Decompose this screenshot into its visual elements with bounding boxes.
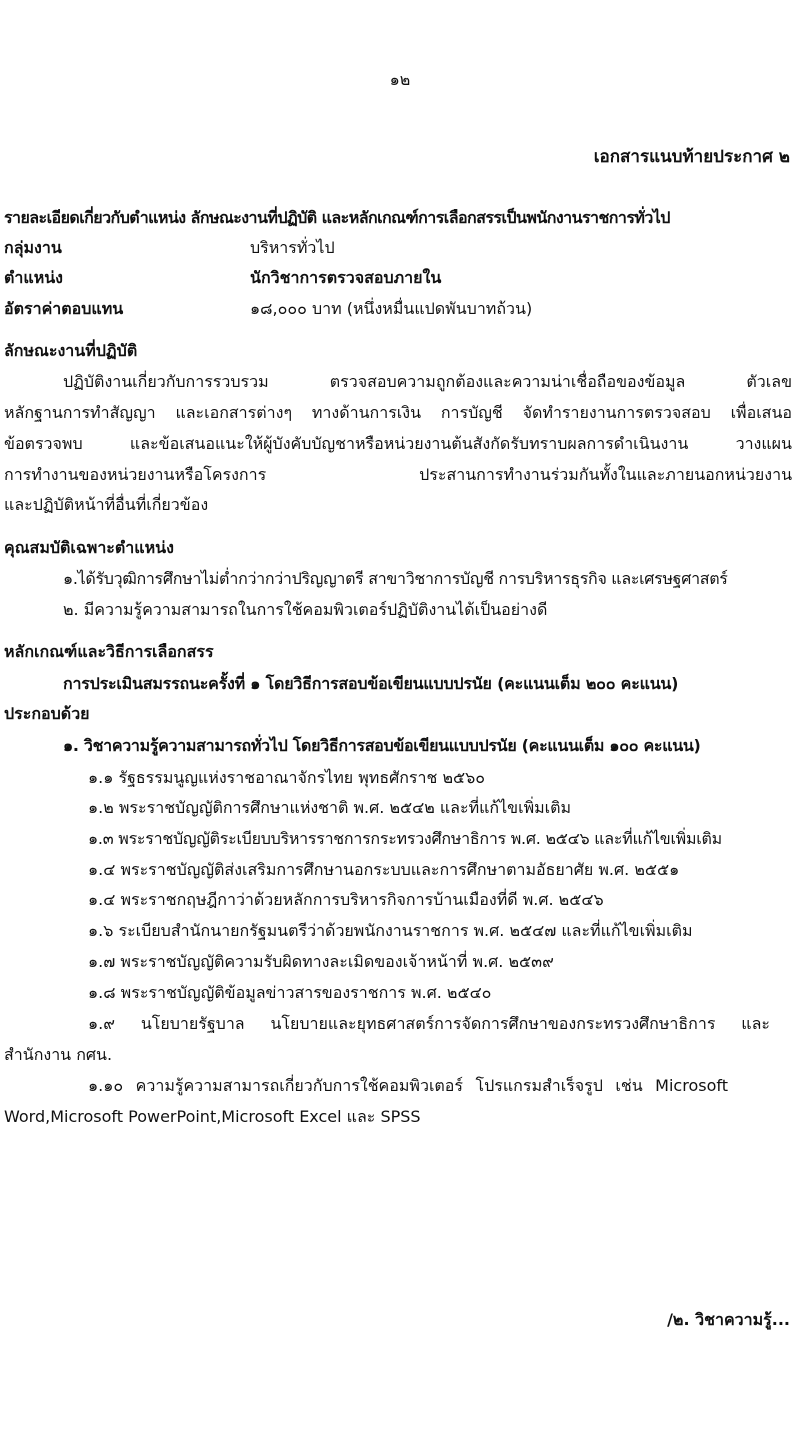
qualification-item-2: ๒. มีความรู้ความสามารถในการใช้คอมพิวเตอร์ปฏิบัติงานได้เป็นอย่างดี [63, 600, 548, 619]
topic-1-5: ๑.๔ พระราชกฤษฎีกาว่าด้วยหลักการบริหารกิจการบ้านเมืองที่ดี พ.ศ. ๒๕๔๖ [88, 890, 604, 909]
info-label-salary: อัตราค่าตอบแทน [4, 299, 124, 318]
info-value-position: นักวิชาการตรวจสอบภายใน [250, 268, 442, 287]
duties-title: ลักษณะงานที่ปฏิบัติ [4, 341, 138, 360]
subject-general-knowledge: ๑. วิชาความรู้ความสามารถทั่วไป โดยวิธีการสอบข้อเขียนแบบปรนัย (คะแนนเต็ม ๑๐๐ คะแนน) [63, 736, 701, 755]
duties-line-2: หลักฐานการทำสัญญา และเอกสารต่างๆ ทางด้านการเงิน การบัญชี จัดทำรายงานการตรวจสอบ เพื่อเสนอ [4, 403, 792, 422]
duties-line-3: ข้อตรวจพบ และข้อเสนอแนะให้ผู้บังคับบัญชาหรือหน่วยงานต้นสังกัดรับทราบผลการดำเนินงาน วางแผน [4, 434, 792, 453]
topic-1-1: ๑.๑ รัฐธรรมนูญแห่งราชอาณาจักรไทย พุทธศักราช ๒๕๖๐ [88, 768, 486, 787]
topic-1-6: ๑.๖ ระเบียบสำนักนายกรัฐมนตรีว่าด้วยพนักงานราชการ พ.ศ. ๒๕๔๗ และที่แก้ไขเพิ่มเติม [88, 921, 693, 940]
page-number: ๑๒ [389, 70, 411, 89]
attachment-label: เอกสารแนบท้ายประกาศ ๒ [593, 147, 790, 167]
topic-1-10-line-1: ๑.๑๐ ความรู้ความสามารถเกี่ยวกับการใช้คอมพิวเตอร์ โปรแกรมสำเร็จรูป เช่น Microsoft [88, 1076, 728, 1095]
duties-line-1: ปฏิบัติงานเกี่ยวกับการรวบรวม ตรวจสอบความถูกต้องและความน่าเชื่อถือของข้อมูล ตัวเลข [63, 372, 792, 391]
info-value-group: บริหารทั่วไป [250, 238, 335, 257]
duties-line-5: และปฏิบัติหน้าที่อื่นที่เกี่ยวข้อง [4, 495, 209, 514]
topic-1-9-line-1: ๑.๙ นโยบายรัฐบาล นโยบายและยุทธศาสตร์การจัดการศึกษาของกระทรวงศึกษาธิการ และ [88, 1014, 770, 1033]
topic-1-3: ๑.๓ พระราชบัญญัติระเบียบบริหารราชการกระทรวงศึกษาธิการ พ.ศ. ๒๕๔๖ และที่แก้ไขเพิ่มเติม [88, 829, 722, 848]
qualifications-title: คุณสมบัติเฉพาะตำแหน่ง [4, 538, 174, 557]
duties-line-4: การทำงานของหน่วยงานหรือโครงการ ประสานการทำงานร่วมกันทั้งในและภายนอกหน่วยงาน [4, 465, 792, 484]
info-label-position: ตำแหน่ง [4, 268, 63, 287]
selection-title: หลักเกณฑ์และวิธีการเลือกสรร [4, 642, 214, 661]
topic-1-2: ๑.๒ พระราชบัญญัติการศึกษาแห่งชาติ พ.ศ. ๒๕๔๒ และที่แก้ไขเพิ่มเติม [88, 798, 572, 817]
qualification-item-1: ๑.ได้รับวุฒิการศึกษาไม่ต่ำกว่ากว่าปริญญาตรี สาขาวิชาการบัญชี การบริหารธุรกิจ และเศรษฐศาสตร์ [63, 569, 728, 588]
assessment-line-1: การประเมินสมรรถนะครั้งที่ ๑ โดยวิธีการสอบข้อเขียนแบบปรนัย (คะแนนเต็ม ๒๐๐ คะแนน) [63, 674, 679, 693]
document-heading: รายละเอียดเกี่ยวกับตำแหน่ง ลักษณะงานที่ปฏิบัติ และหลักเกณฑ์การเลือกสรรเป็นพนักงานราชการทั่วไป [4, 208, 670, 227]
assessment-line-2: ประกอบด้วย [4, 704, 90, 723]
topic-1-8: ๑.๘ พระราชบัญญัติข้อมูลข่าวสารของราชการ พ.ศ. ๒๕๔๐ [88, 983, 492, 1002]
continuation-note: /๒. วิชาความรู้... [667, 1310, 790, 1329]
info-value-salary: ๑๘,๐๐๐ บาท (หนึ่งหมื่นแปดพันบาทถ้วน) [250, 299, 533, 318]
info-label-group: กลุ่มงาน [4, 238, 62, 257]
topic-1-4: ๑.๔ พระราชบัญญัติส่งเสริมการศึกษานอกระบบและการศึกษาตามอัธยาศัย พ.ศ. ๒๕๕๑ [88, 860, 680, 879]
topic-1-10-line-2: Word,Microsoft PowerPoint,Microsoft Excel และ SPSS [4, 1107, 421, 1126]
topic-1-7: ๑.๗ พระราชบัญญัติความรับผิดทางละเมิดของเจ้าหน้าที่ พ.ศ. ๒๕๓๙ [88, 952, 554, 971]
topic-1-9-line-2: สำนักงาน กศน. [4, 1045, 113, 1064]
